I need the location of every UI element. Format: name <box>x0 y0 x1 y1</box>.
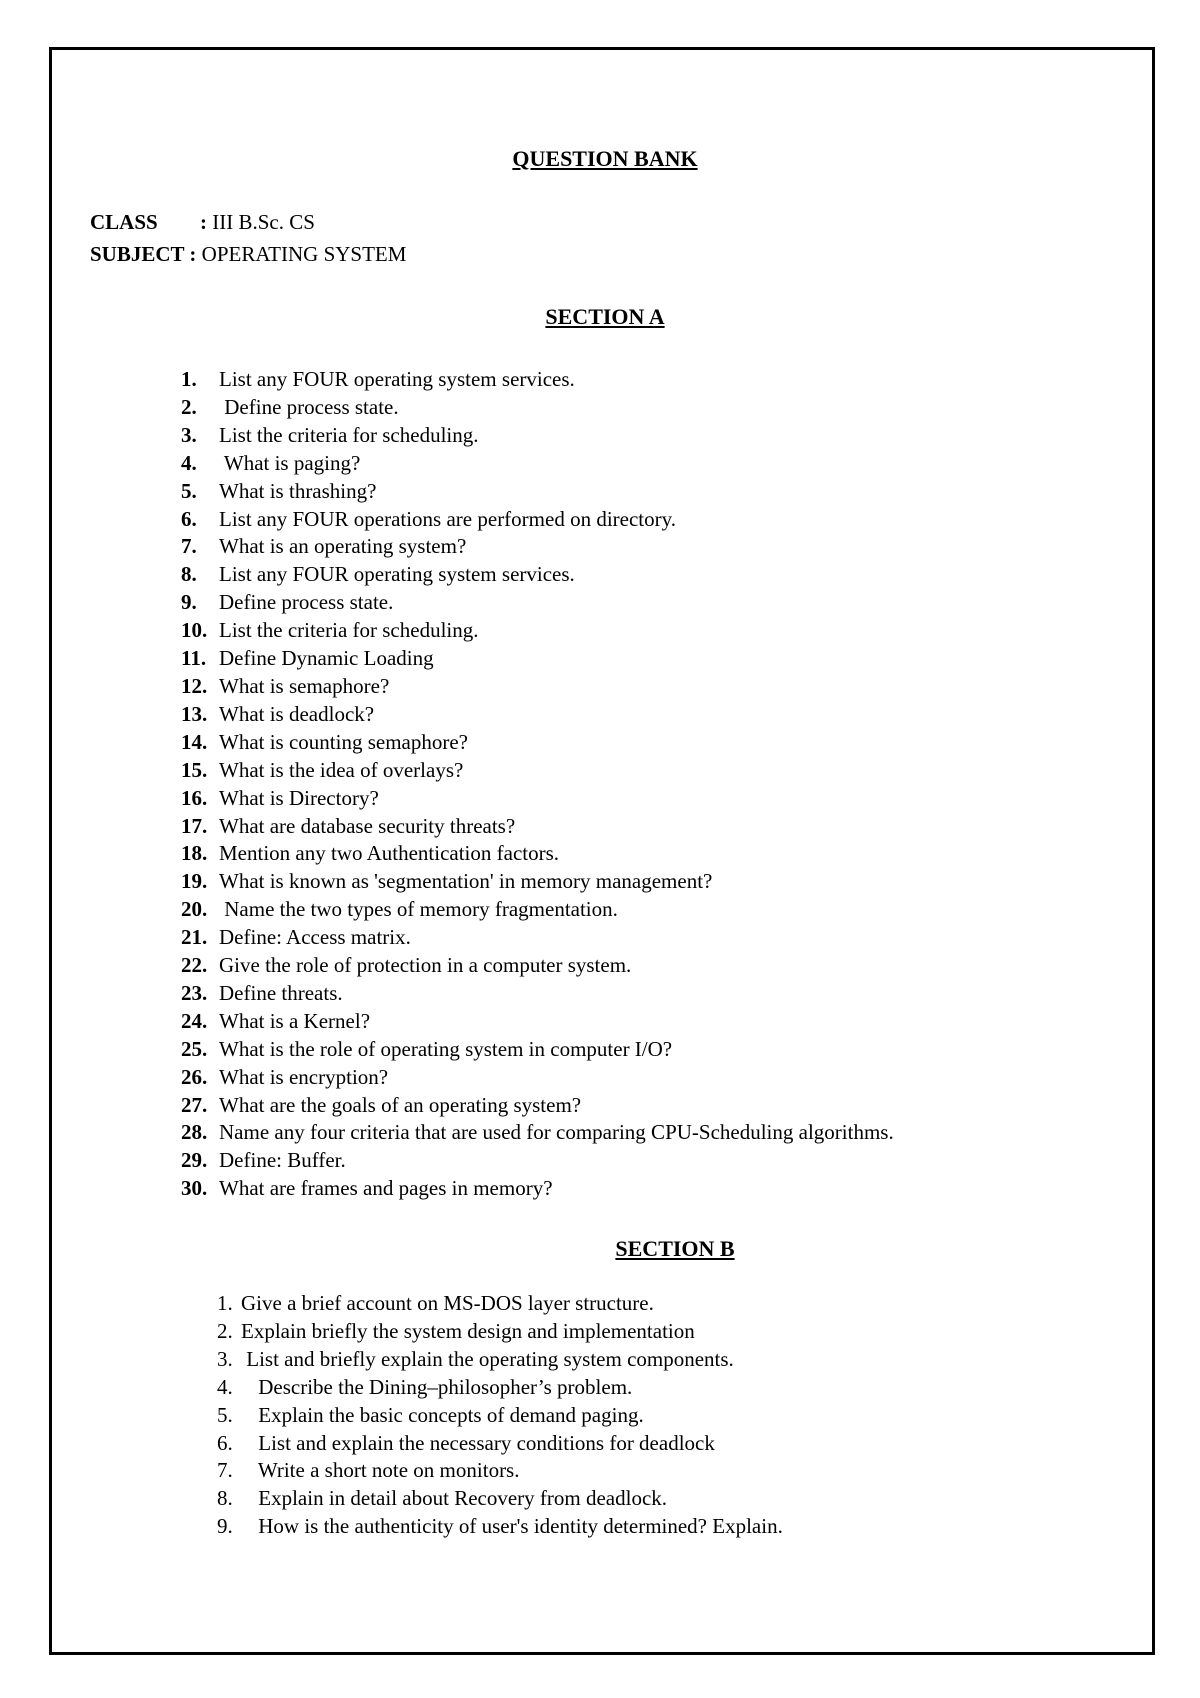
question-number: 29. <box>181 1148 208 1173</box>
question-number: 16. <box>181 785 208 810</box>
question-item <box>217 1402 783 1430</box>
question-text: What is the role of operating system in computer I/O? <box>219 1036 673 1061</box>
question-number: 24. <box>181 1008 208 1033</box>
question-text: What is thrashing? <box>219 478 377 503</box>
class-separator: : <box>200 210 207 234</box>
section-b-heading: SECTION B <box>615 1236 735 1261</box>
question-item <box>181 617 894 645</box>
question-text: What is a Kernel? <box>219 1008 371 1033</box>
subject-label: SUBJECT : <box>90 242 197 266</box>
document-title: QUESTION BANK <box>512 146 698 171</box>
question-item <box>217 1513 783 1541</box>
question-text: Describe the Dining–philosopher’s problem. <box>253 1374 633 1399</box>
question-item <box>217 1485 783 1513</box>
question-item <box>181 980 894 1008</box>
question-number: 17. <box>181 813 208 838</box>
question-text: List the criteria for scheduling. <box>219 422 479 447</box>
section-a-question-list <box>181 366 894 1203</box>
question-text: Define threats. <box>219 980 343 1005</box>
question-number: 7. <box>181 534 197 559</box>
question-text: Write a short note on monitors. <box>253 1458 520 1483</box>
question-item <box>181 645 894 673</box>
section-a-heading: SECTION A <box>545 304 665 329</box>
question-text: What are the goals of an operating system? <box>219 1092 582 1117</box>
question-text: What is encryption? <box>219 1064 389 1089</box>
question-number: 13. <box>181 701 208 726</box>
question-text: List any FOUR operations are performed on directory. <box>219 506 677 531</box>
question-number: 7. <box>217 1458 233 1483</box>
question-item <box>181 1119 894 1147</box>
document-meta <box>90 206 406 270</box>
question-text: Mention any two Authentication factors. <box>219 841 560 866</box>
question-number: 10. <box>181 618 208 643</box>
question-number: 12. <box>181 673 208 698</box>
question-text: Name any four criteria that are used for comparing CPU-Scheduling algorithms. <box>219 1120 894 1145</box>
question-item <box>217 1374 783 1402</box>
question-number: 19. <box>181 869 208 894</box>
question-item <box>181 1147 894 1175</box>
question-text: Define Dynamic Loading <box>219 646 434 671</box>
question-text: What is an operating system? <box>219 534 467 559</box>
question-number: 5. <box>181 478 197 503</box>
question-item <box>217 1290 783 1318</box>
question-item <box>181 422 894 450</box>
subject-row <box>90 238 406 270</box>
question-item <box>181 896 894 924</box>
question-item <box>181 561 894 589</box>
question-text: Name the two types of memory fragmentation. <box>219 897 618 922</box>
question-number: 2. <box>181 394 197 419</box>
question-number: 6. <box>217 1430 233 1455</box>
question-number: 28. <box>181 1120 208 1145</box>
question-number: 4. <box>181 450 197 475</box>
question-text: What is counting semaphore? <box>219 729 469 754</box>
question-text: Explain in detail about Recovery from deadlock. <box>253 1486 668 1511</box>
question-item <box>217 1318 783 1346</box>
question-number: 1. <box>217 1291 233 1315</box>
question-item <box>181 366 894 394</box>
question-text: What is semaphore? <box>219 673 390 698</box>
question-number: 20. <box>181 897 208 922</box>
question-item <box>181 1175 894 1203</box>
question-text: Give a brief account on MS-DOS layer structure. <box>241 1291 654 1315</box>
subject-value: OPERATING SYSTEM <box>201 242 407 266</box>
question-number: 30. <box>181 1176 208 1201</box>
question-text: Explain briefly the system design and implementation <box>241 1318 695 1343</box>
question-number: 9. <box>181 590 197 615</box>
question-number: 2. <box>217 1318 233 1343</box>
question-item <box>181 1036 894 1064</box>
question-item <box>181 952 894 980</box>
question-number: 6. <box>181 506 197 531</box>
question-item <box>181 1092 894 1120</box>
section-b-question-list <box>217 1290 783 1541</box>
question-number: 5. <box>217 1402 233 1427</box>
question-number: 14. <box>181 729 208 754</box>
question-text: Define: Access matrix. <box>219 925 411 950</box>
question-text: List the criteria for scheduling. <box>219 618 479 643</box>
question-text: List any FOUR operating system services. <box>219 562 575 587</box>
question-text: What are database security threats? <box>219 813 516 838</box>
question-number: 3. <box>217 1346 233 1371</box>
question-number: 22. <box>181 953 208 978</box>
question-item <box>181 1064 894 1092</box>
question-number: 27. <box>181 1092 208 1117</box>
question-item <box>217 1430 783 1458</box>
question-number: 11. <box>181 646 207 671</box>
question-item <box>217 1346 783 1374</box>
question-item <box>217 1457 783 1485</box>
question-text: Define: Buffer. <box>219 1148 346 1173</box>
question-text: What is deadlock? <box>219 701 375 726</box>
question-text: Give the role of protection in a computer system. <box>219 953 632 978</box>
question-number: 1. <box>181 367 197 391</box>
question-item <box>181 1008 894 1036</box>
question-number: 23. <box>181 980 208 1005</box>
question-text: List any FOUR operating system services. <box>219 367 575 391</box>
question-text: Define process state. <box>219 394 399 419</box>
question-item <box>181 506 894 534</box>
question-item <box>181 785 894 813</box>
question-number: 15. <box>181 757 208 782</box>
question-item <box>181 589 894 617</box>
question-number: 8. <box>181 562 197 587</box>
question-item <box>181 450 894 478</box>
question-item <box>181 757 894 785</box>
question-item <box>181 478 894 506</box>
question-item <box>181 701 894 729</box>
question-text: List and briefly explain the operating system components. <box>241 1346 734 1371</box>
question-item <box>181 840 894 868</box>
question-text: How is the authenticity of user's identity determined? Explain. <box>253 1514 783 1539</box>
question-item <box>181 924 894 952</box>
class-value: III B.Sc. CS <box>212 210 315 234</box>
question-text: Explain the basic concepts of demand paging. <box>253 1402 644 1427</box>
class-label: CLASS <box>90 210 158 234</box>
question-item <box>181 673 894 701</box>
question-text: What is paging? <box>219 450 361 475</box>
question-text: What is the idea of overlays? <box>219 757 464 782</box>
question-item <box>181 729 894 757</box>
question-item <box>181 813 894 841</box>
question-text: Define process state. <box>219 590 394 615</box>
question-item <box>181 394 894 422</box>
question-number: 26. <box>181 1064 208 1089</box>
question-number: 4. <box>217 1374 233 1399</box>
question-text: What is known as 'segmentation' in memory management? <box>219 869 713 894</box>
question-number: 25. <box>181 1036 208 1061</box>
question-number: 18. <box>181 841 208 866</box>
question-number: 21. <box>181 925 208 950</box>
question-number: 8. <box>217 1486 233 1511</box>
question-text: What is Directory? <box>219 785 379 810</box>
question-number: 3. <box>181 422 197 447</box>
question-item <box>181 868 894 896</box>
question-text: List and explain the necessary conditions for deadlock <box>253 1430 715 1455</box>
question-item <box>181 533 894 561</box>
class-row <box>90 206 406 238</box>
question-number: 9. <box>217 1514 233 1539</box>
question-text: What are frames and pages in memory? <box>219 1176 553 1201</box>
